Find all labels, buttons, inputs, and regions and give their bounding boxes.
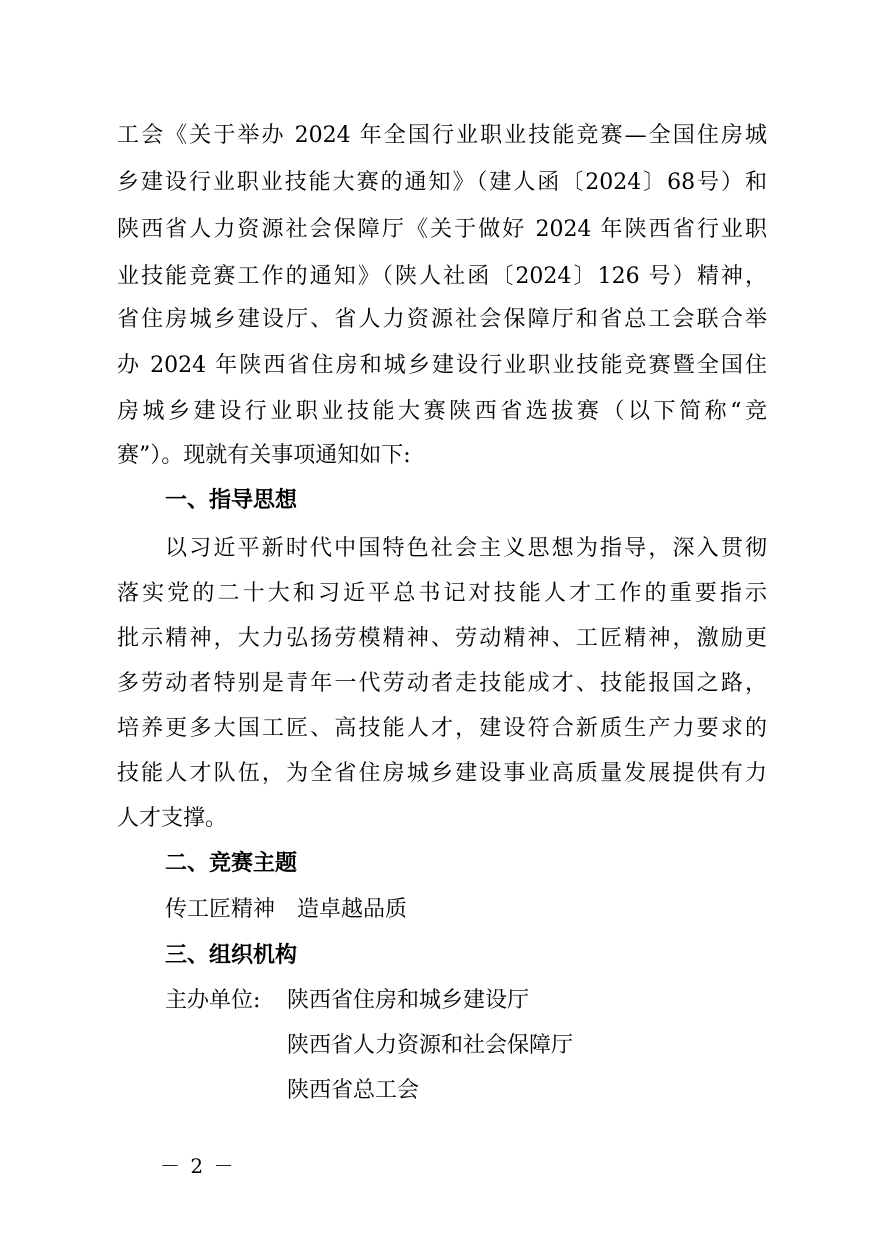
intro-line: 房城乡建设行业职业技能大赛陕西省选拔赛（以下简称“竞 bbox=[117, 399, 767, 424]
section-heading-organization: 三、组织机构 bbox=[165, 943, 298, 968]
intro-line: 赛”）。现就有关事项通知如下: bbox=[117, 443, 411, 468]
organizer-item: 陕西省人力资源和社会保障厅 bbox=[287, 1033, 574, 1058]
section-heading-competition-theme: 二、竞赛主题 bbox=[165, 851, 298, 876]
organizer-item: 陕西省住房和城乡建设厅 bbox=[287, 988, 530, 1013]
section1-line: 人才支撑。 bbox=[117, 806, 228, 831]
section-heading-guiding-ideology: 一、指导思想 bbox=[165, 488, 298, 513]
section1-line: 多劳动者特别是青年一代劳动者走技能成才、技能报国之路， bbox=[117, 671, 767, 696]
organizer-label: 主办单位: bbox=[165, 988, 261, 1013]
section1-line: 批示精神，大力弘扬劳模精神、劳动精神、工匠精神，激励更 bbox=[117, 626, 767, 651]
organizer-item: 陕西省总工会 bbox=[287, 1078, 420, 1103]
intro-line: 工会《关于举办 2024 年全国行业职业技能竞赛—全国住房城 bbox=[117, 123, 767, 148]
competition-theme: 传工匠精神 造卓越品质 bbox=[165, 897, 408, 922]
intro-line: 乡建设行业职业技能大赛的通知》（建人函〔2024〕68号）和 bbox=[117, 170, 767, 195]
intro-line: 业技能竞赛工作的通知》（陕人社函〔2024〕126 号）精神， bbox=[117, 264, 767, 289]
section1-line: 技能人才队伍，为全省住房城乡建设事业高质量发展提供有力 bbox=[117, 761, 767, 786]
page-number: － 2 － bbox=[160, 1154, 236, 1178]
section1-line: 以习近平新时代中国特色社会主义思想为指导，深入贯彻 bbox=[165, 536, 767, 561]
intro-line: 陕西省人力资源社会保障厅《关于做好 2024 年陕西省行业职 bbox=[117, 217, 767, 242]
intro-line: 办 2024 年陕西省住房和城乡建设行业职业技能竞赛暨全国住 bbox=[117, 353, 767, 378]
section1-line: 培养更多大国工匠、高技能人才，建设符合新质生产力要求的 bbox=[117, 716, 767, 741]
intro-line: 省住房城乡建设厅、省人力资源社会保障厅和省总工会联合举 bbox=[117, 307, 767, 332]
section1-line: 落实党的二十大和习近平总书记对技能人才工作的重要指示 bbox=[117, 581, 767, 606]
